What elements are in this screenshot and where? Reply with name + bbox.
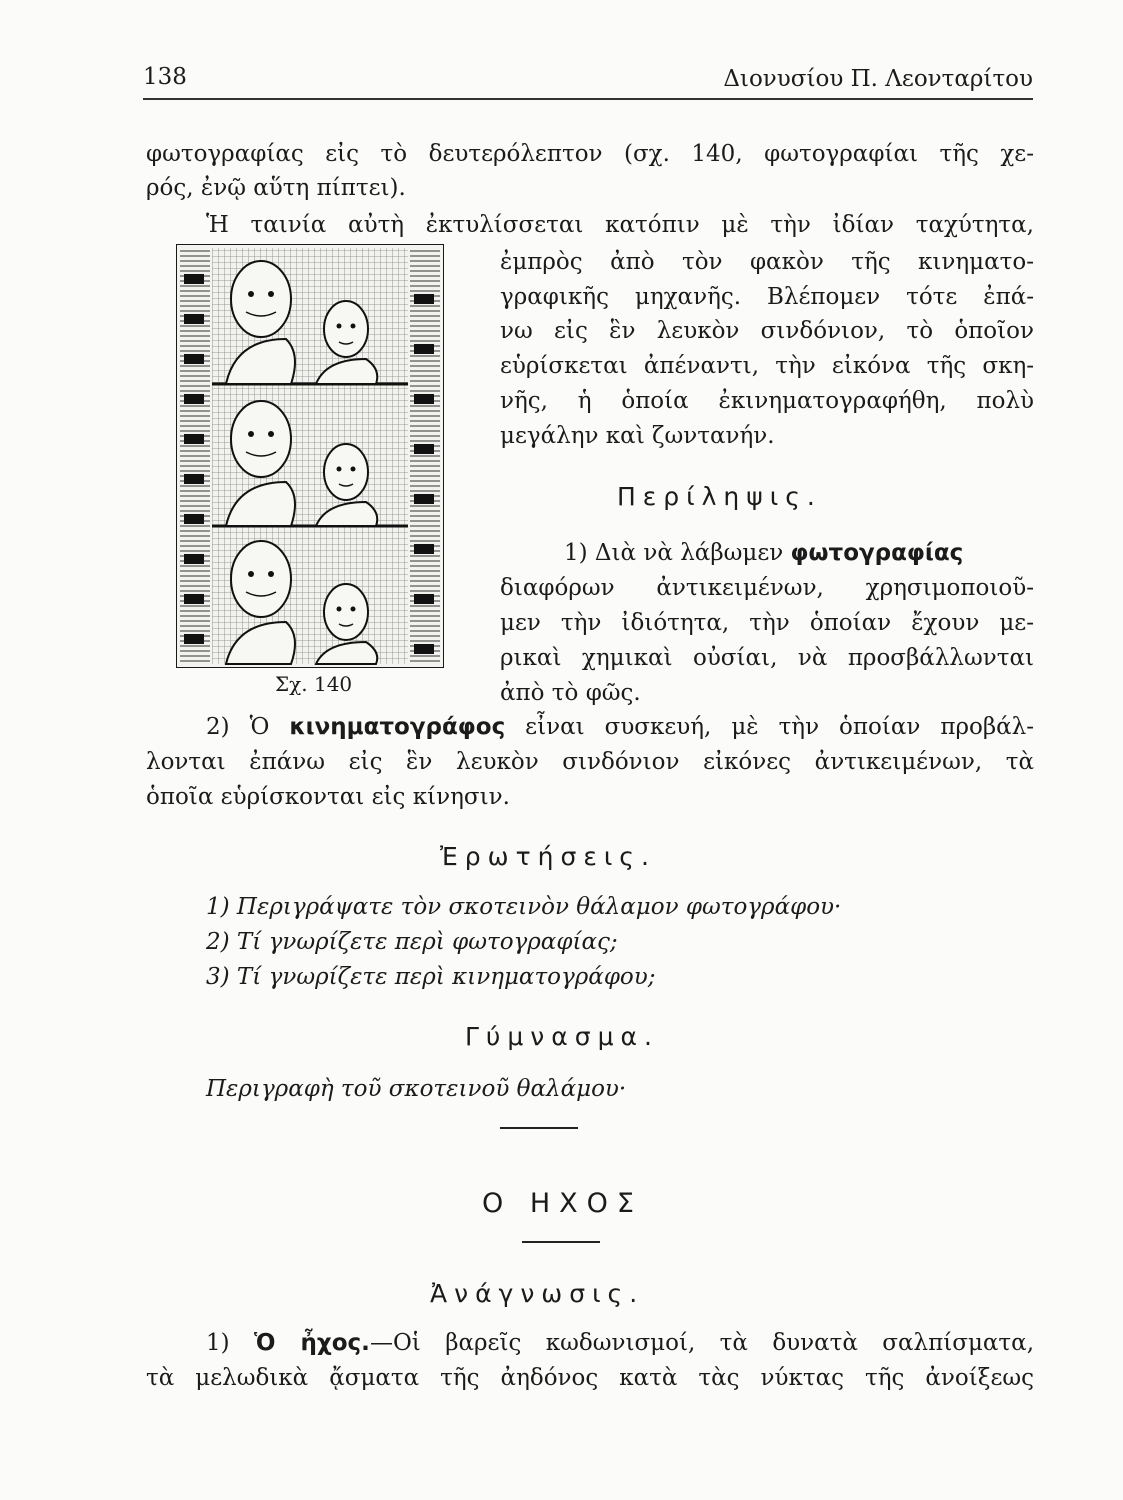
wrap-line: ἐμπρὸς ἀπὸ τὸν φακὸν τῆς κινηματο-	[500, 249, 1034, 275]
question-item: 3) Τί γνωρίζετε περὶ κινηματογράφου;	[206, 964, 656, 990]
question-item: 2) Τί γνωρίζετε περὶ φωτογραφίας;	[206, 929, 618, 955]
summary-line: μεν τὴν ἰδιότητα, τὴν ὁποίαν ἔχουν με-	[500, 610, 1034, 636]
question-item: 1) Περιγράψατε τὸν σκοτεινὸν θάλαμον φωτογράφου·	[206, 894, 842, 920]
bold-term: κινηματογράφος	[289, 714, 506, 740]
title-divider	[522, 1241, 600, 1243]
summary-item-2: 2) Ὁ κινηματογράφος εἶναι συσκευή, μὲ τὴν ὁποίαν προβάλ-	[206, 714, 1035, 740]
wrap-line: νῆς, ἡ ὁποία ἐκινηματογραφήθη, πολὺ	[500, 388, 1034, 414]
summary-line: ρικαὶ χημικαὶ οὐσίαι, νὰ προσβάλλωνται	[500, 645, 1034, 671]
figure-caption: Σχ. 140	[275, 672, 353, 696]
body-line: φωτογραφίας εἰς τὸ δευτερόλεπτον (σχ. 140, φωτογραφίαι τῆς χε-	[146, 141, 1034, 167]
body-line: ρός, ἐνῷ αὕτη πίπτει).	[146, 175, 406, 201]
bold-term: Ὁ ἦχος.	[254, 1330, 370, 1356]
wrap-line: νω εἰς ἓν λευκὸν σινδόνιον, τὸ ὁποῖον	[500, 318, 1034, 344]
exercise-text: Περιγραφὴ τοῦ σκοτεινοῦ θαλάμου·	[206, 1076, 627, 1102]
chapter-title: Ο ΗΧΟΣ	[482, 1188, 643, 1219]
page-header	[143, 64, 1033, 100]
summary-heading: Περίληψις.	[617, 482, 822, 511]
summary-line: διαφόρων ἀντικειμένων, χρησιμοποιοῦ-	[500, 575, 1034, 601]
bold-term: φωτογραφίας	[790, 540, 964, 566]
reading-heading: Ἀνάγνωσις.	[430, 1279, 645, 1308]
summary-line: ἀπὸ τὸ φῶς.	[500, 680, 641, 706]
summary-item-1-start: 1) Διὰ νὰ λάβωμεν φωτογραφίας	[564, 540, 964, 566]
section-divider	[500, 1127, 578, 1129]
running-title: Διονυσίου Π. Λεονταρίτου	[723, 66, 1033, 92]
wrap-line: εὑρίσκεται ἀπέναντι, τὴν εἰκόνα τῆς σκη-	[500, 353, 1034, 379]
questions-heading: Ἐρωτήσεις.	[440, 842, 656, 871]
summary-line: λονται ἐπάνω εἰς ἓν λευκὸν σινδόνιον εἰκόνες ἀντικειμένων, τὰ	[146, 749, 1034, 775]
reading-line: τὰ μελωδικὰ ᾄσματα τῆς ἀηδόνος κατὰ τὰς νύκτας τῆς ἀνοίξεως	[146, 1365, 1034, 1391]
header-rule	[143, 98, 1033, 100]
reading-line: 1) Ὁ ἦχος.—Οἱ βαρεῖς κωδωνισμοί, τὰ δυνατὰ σαλπίσματα,	[206, 1330, 1035, 1356]
wrap-line: μεγάλην καὶ ζωντανήν.	[500, 423, 775, 449]
page-number: 138	[143, 64, 187, 90]
wrap-line: γραφικῆς μηχανῆς. Βλέπομεν τότε ἐπά-	[500, 284, 1034, 310]
body-line: Ἡ ταινία αὐτὴ ἐκτυλίσσεται κατόπιν μὲ τὴν ἰδίαν ταχύτητα,	[206, 212, 1034, 238]
summary-line: ὁποῖα εὑρίσκονται εἰς κίνησιν.	[146, 784, 510, 810]
film-strip-illustration	[176, 244, 444, 668]
exercise-heading: Γύμνασμα.	[465, 1022, 659, 1051]
